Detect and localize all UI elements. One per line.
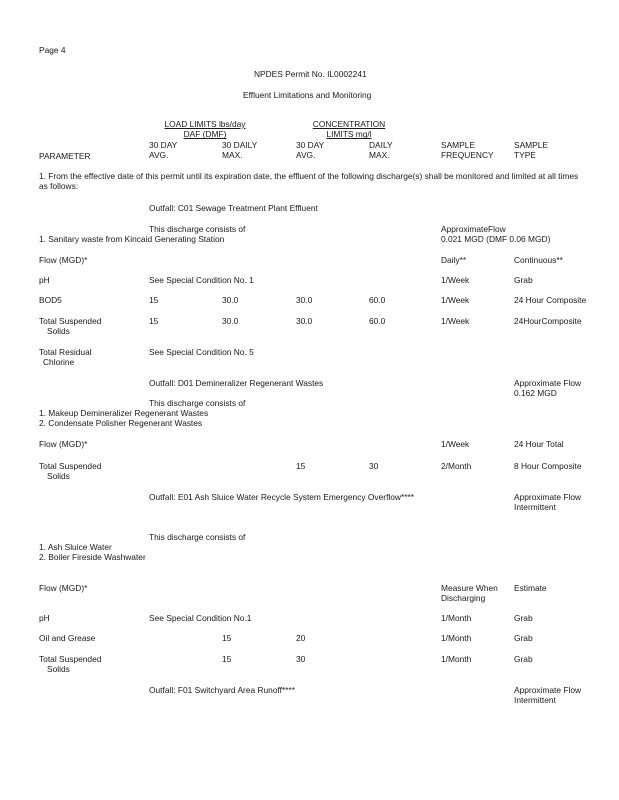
header-load-limits: LOAD LIMITS lbs/day DAF (DMF) — [164, 119, 246, 140]
header-concentration-limits: CONCENTRATION LIMITS mg/l — [312, 119, 386, 140]
outfall-d01-title: Outfall: D01 Demineralizer Regenerant Wastes — [149, 378, 324, 388]
outfall-001-consists-of: This discharge consists of — [149, 224, 246, 234]
outfall-001-title: Outfall: C01 Sewage Treatment Plant Effluent — [149, 203, 318, 213]
outfall-d01-item-1: 1. Makeup Demineralizer Regenerant Wastes — [39, 408, 209, 418]
intro-paragraph: 1. From the effective date of this permit until its expiration date, the effluent of the following discharge(s) shall be monitored and limited at all times as follows: — [39, 171, 579, 192]
outfall-d01-approx-flow: Approximate Flow 0.162 MGD — [514, 378, 582, 399]
outfall-d01-item-2: 2. Condensate Polisher Regenerant Wastes — [39, 418, 203, 428]
outfall-e01-consists-of: This discharge consists of — [149, 532, 246, 542]
header-load-daily-max: 30 DAILY MAX. — [222, 140, 258, 161]
header-parameter: PARAMETER — [39, 151, 91, 161]
header-conc-30day-avg: 30 DAY AVG. — [296, 140, 325, 161]
header-conc-daily-max: DAILY MAX. — [369, 140, 393, 161]
outfall-e01-item-2: 2. Boiler Fireside Washwater — [39, 552, 146, 562]
header-sample-type: SAMPLE TYPE — [514, 140, 548, 161]
outfall-f01-title: Outfall: F01 Switchyard Area Runoff**** — [149, 685, 296, 695]
page-number: Page 4 — [39, 45, 66, 55]
outfall-e01-title: Outfall: E01 Ash Sluice Water Recycle System Emergency Overflow**** — [149, 492, 414, 502]
permit-number: NPDES Permit No. IL0002241 — [254, 69, 367, 79]
outfall-e01-item-1: 1. Ash Sluice Water — [39, 542, 112, 552]
outfall-d01-consists-of: This discharge consists of — [149, 398, 246, 408]
page-title: Effluent Limitations and Monitoring — [243, 90, 372, 100]
outfall-f01-approx-flow: Approximate Flow Intermittent — [514, 685, 582, 706]
header-load-30day-avg: 30 DAY AVG. — [149, 140, 178, 161]
header-sample-frequency: SAMPLE FREQUENCY — [441, 140, 494, 161]
outfall-001-approx-flow: ApproximateFlow 0.021 MGD (DMF 0.06 MGD) — [441, 224, 551, 245]
outfall-001-item-1: 1. Sanitary waste from Kincaid Generating Station — [39, 234, 225, 244]
outfall-e01-approx-flow: Approximate Flow Intermittent — [514, 492, 582, 513]
